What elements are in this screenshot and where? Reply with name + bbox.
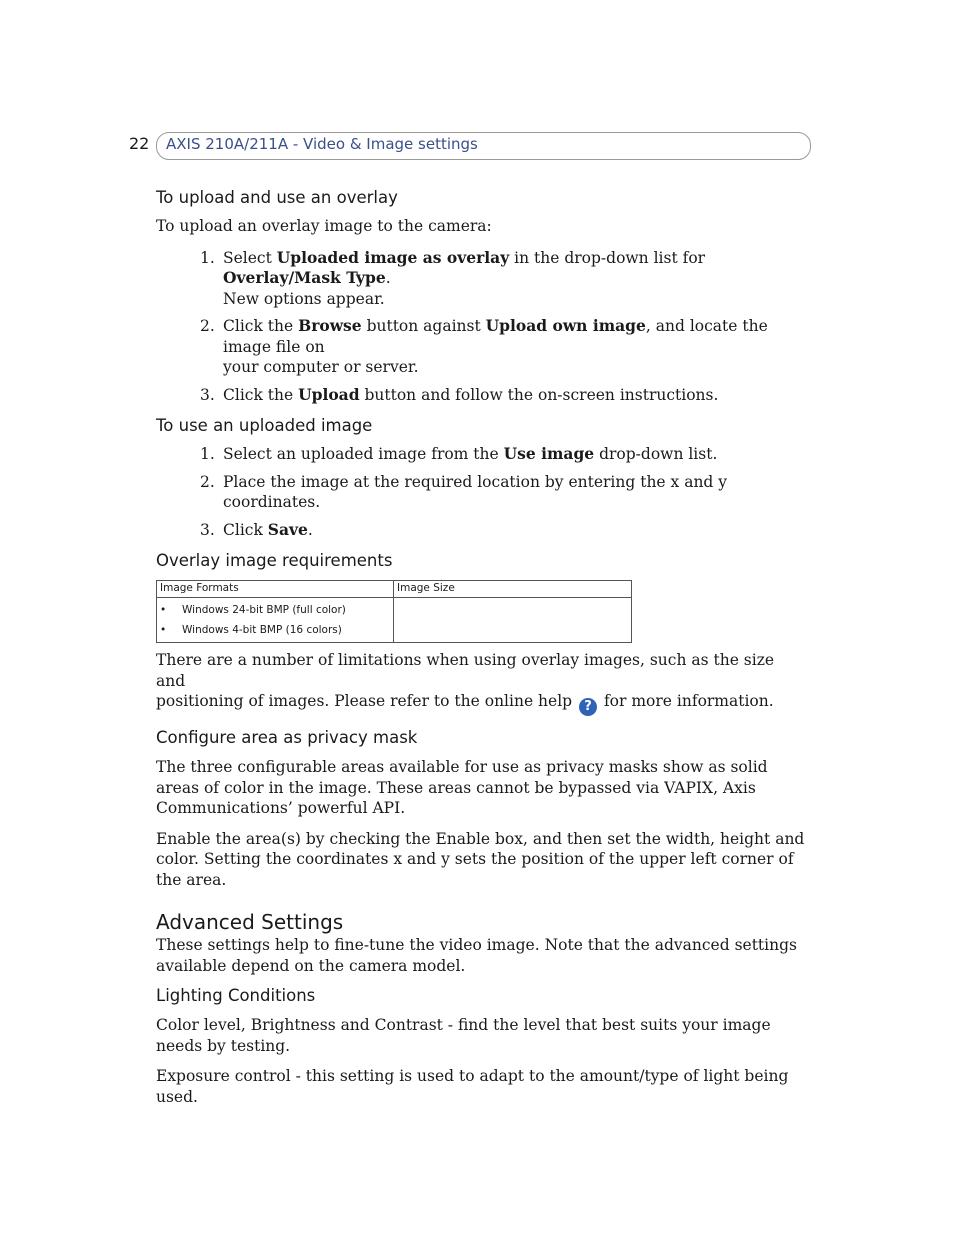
page-number: 22 — [129, 134, 150, 153]
heading-advanced-settings: Advanced Settings — [156, 910, 344, 934]
running-header-title: AXIS 210A/211A - Video & Image settings — [166, 135, 478, 153]
use-uploaded-steps — [156, 444, 808, 540]
privacy-mask-para-1: The three configurable areas available for use as privacy masks show as solid areas of color in the image. These areas cannot be bypassed via VAPIX, Axis Communications’ powerful API. — [156, 758, 768, 817]
requirements-table — [156, 580, 632, 643]
question-mark-icon: ? — [579, 698, 597, 716]
column-header-formats: Image Formats — [157, 581, 394, 598]
list-item: 3. Click the Upload button and follow the on-screen instructions. — [200, 384, 719, 404]
list-item: • Windows 24-bit BMP (full color) — [160, 604, 346, 616]
list-item: 1. Select Uploaded image as overlay in the drop-down list for Overlay/Mask Type. New options appear. — [200, 247, 706, 308]
heading-privacy-mask: Configure area as privacy mask — [156, 728, 418, 747]
lighting-para-2: Exposure control - this setting is used to adapt to the amount/type of light being used. — [156, 1067, 789, 1106]
size-cell — [394, 598, 632, 643]
privacy-mask-para-2: Enable the area(s) by checking the Enable box, and then set the width, height and color. Setting the coordinates x and y sets the position of the upper left corner of the area. — [156, 829, 805, 889]
heading-overlay-requirements: Overlay image requirements — [156, 551, 393, 570]
list-item: 2. Click the Browse button against Upload own image, and locate the image file on your computer or server. — [200, 316, 768, 376]
heading-lighting-conditions: Lighting Conditions — [156, 986, 316, 1005]
list-item: 1. Select an uploaded image from the Use image drop-down list. — [200, 444, 718, 463]
upload-overlay-steps — [156, 248, 808, 406]
heading-use-uploaded-image: To use an uploaded image — [156, 416, 373, 435]
heading-upload-overlay: To upload and use an overlay — [156, 188, 398, 207]
lighting-para-1: Color level, Brightness and Contrast - find the level that best suits your image needs by testing. — [156, 1016, 771, 1055]
list-item: • Windows 4-bit BMP (16 colors) — [160, 624, 342, 636]
running-header — [156, 132, 811, 160]
column-header-size: Image Size — [394, 581, 632, 598]
upload-overlay-intro: To upload an overlay image to the camera: — [156, 217, 492, 235]
overlay-limitations-note: There are a number of limitations when using overlay images, such as the size and positioning of images. Please refer to the online help ? for more information. — [156, 651, 775, 714]
table-header-row — [157, 581, 632, 598]
formats-cell — [157, 598, 394, 643]
list-item: 3. Click Save. — [200, 519, 313, 539]
list-item: 2. Place the image at the required location by entering the x and y coordinates. — [200, 472, 728, 511]
advanced-settings-intro: These settings help to fine-tune the video image. Note that the advanced settings available depend on the camera model. — [156, 936, 797, 975]
page-content — [156, 187, 808, 1107]
table-row — [157, 598, 632, 643]
